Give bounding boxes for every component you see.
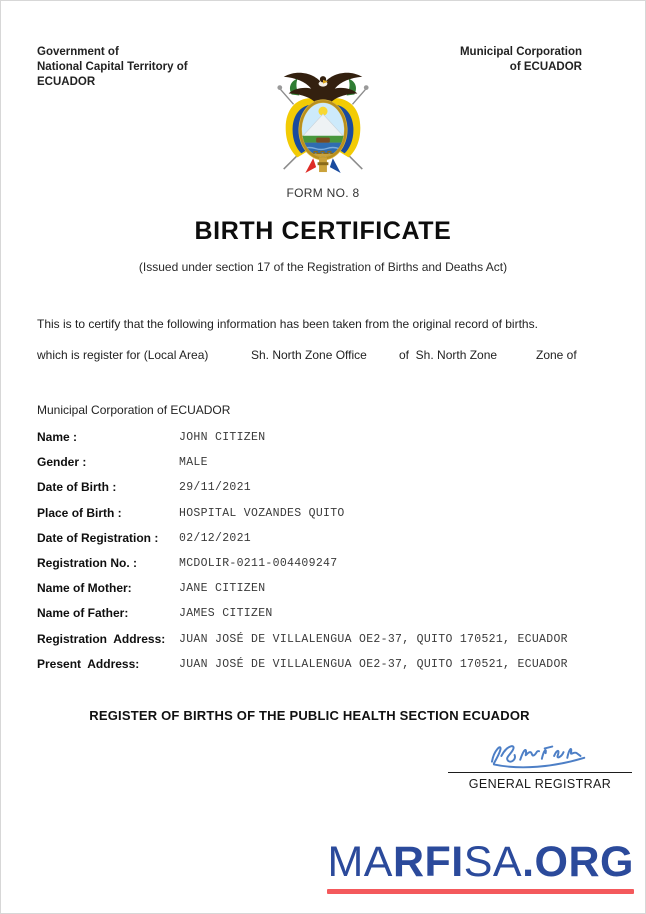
logo-underline (327, 889, 634, 894)
register-of-births-heading: REGISTER OF BIRTHS OF THE PUBLIC HEALTH SECTION ECUADOR (89, 708, 530, 723)
field-label: Place of Birth : (37, 505, 122, 520)
marfisa-logo[interactable] (327, 840, 634, 894)
register-area-line (37, 348, 625, 364)
logo-segment: RFI (392, 838, 464, 886)
field-row-present-address (37, 657, 621, 682)
field-value: MCDOLIR-0211-004409247 (179, 556, 338, 570)
field-row-name (37, 430, 621, 455)
field-label: Gender : (37, 455, 87, 470)
field-row-name-of-mother (37, 581, 621, 606)
issuer-left-line: ECUADOR (37, 76, 96, 88)
field-label: Present Address: (37, 656, 140, 671)
field-label: Registration Address: (37, 631, 166, 646)
issuer-left-line: National Capital Territory of (37, 61, 188, 73)
field-row-gender (37, 455, 621, 480)
logo-segment: MA (327, 838, 393, 886)
field-row-registration-address (37, 632, 621, 657)
field-row-place-of-birth (37, 506, 621, 531)
field-label: Registration No. : (37, 555, 138, 570)
field-row-registration-no (37, 556, 621, 581)
issuer-right-line: Municipal Corporation (459, 46, 582, 58)
field-value: JUAN JOSÉ DE VILLALENGUA OE2-37, QUITO 170521, ECUADOR (179, 632, 568, 646)
corporation-line: Municipal Corporation of ECUADOR (37, 403, 231, 417)
field-value: HOSPITAL VOZANDES QUITO (179, 506, 345, 520)
form-number: FORM NO. 8 (286, 186, 360, 200)
page-title: BIRTH CERTIFICATE (194, 217, 452, 245)
ecuador-coat-of-arms-icon (263, 65, 383, 175)
signature-icon (477, 739, 603, 771)
field-value: 29/11/2021 (179, 481, 252, 495)
issuer-right-line: of ECUADOR (509, 61, 582, 73)
field-label: Name : (37, 430, 78, 444)
field-row-date-of-registration (37, 531, 621, 556)
certify-statement: This is to certify that the following information has been taken from the original record of births. (37, 317, 538, 331)
field-value: 02/12/2021 (179, 531, 252, 545)
marfisa-logo-text[interactable] (327, 840, 634, 885)
registrar-signature-block (448, 739, 632, 791)
issuer-left (37, 45, 188, 90)
register-line-of-zone: of Sh. North Zone (399, 348, 498, 362)
field-label: Name of Mother: (37, 581, 132, 596)
field-value: JANE CITIZEN (179, 582, 266, 596)
field-value: JAMES CITIZEN (179, 607, 273, 621)
registrar-title: GENERAL REGISTRAR (468, 777, 612, 791)
field-value: MALE (179, 456, 208, 470)
field-value: JUAN JOSÉ DE VILLALENGUA OE2-37, QUITO 170521, ECUADOR (179, 657, 568, 671)
register-line-zone-of: Zone of (536, 348, 577, 362)
issuer-right (460, 45, 582, 75)
logo-segment: .ORG (522, 838, 634, 886)
field-label: Name of Father: (37, 606, 129, 621)
register-line-prefix: which is register for (Local Area) (37, 348, 209, 362)
field-value: JOHN CITIZEN (179, 431, 266, 444)
field-label: Date of Birth : (37, 480, 117, 495)
field-row-date-of-birth (37, 480, 621, 505)
logo-segment: SA (463, 838, 523, 886)
certificate-fields (37, 430, 621, 682)
register-line-office: Sh. North Zone Office (251, 348, 367, 362)
field-row-name-of-father (37, 606, 621, 631)
issuer-left-line: Government of (37, 46, 119, 58)
issuance-subtitle: (Issued under section 17 of the Registration of Births and Deaths Act) (138, 260, 508, 274)
field-label: Date of Registration : (37, 530, 159, 545)
